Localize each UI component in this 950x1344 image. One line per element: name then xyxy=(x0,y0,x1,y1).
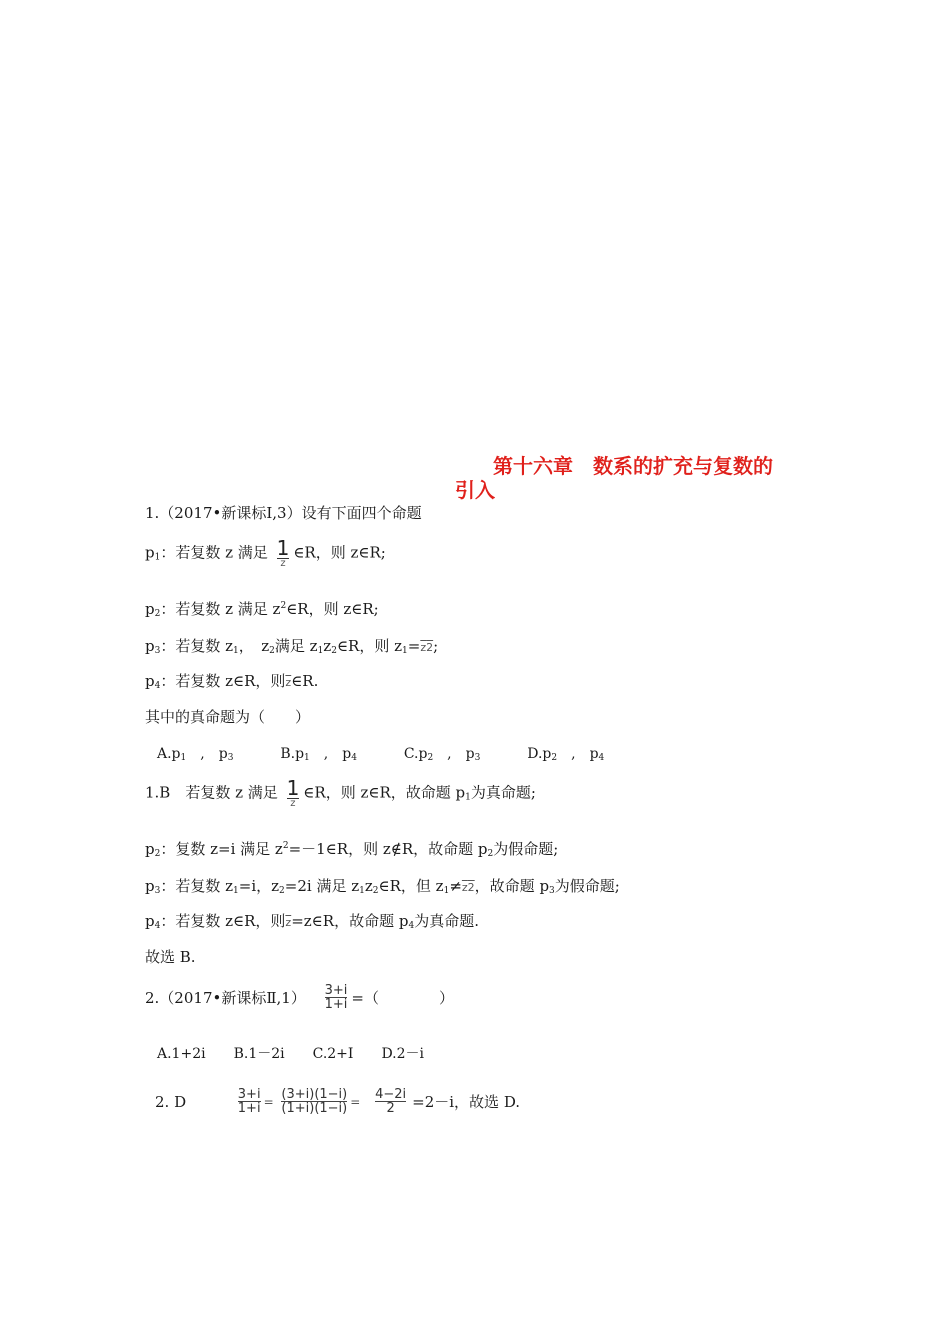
fraction-3i-over-1i: $\frac{3+i}{1+i}$ xyxy=(324,983,348,1012)
a1-line1: 1.B 若复数 z 满足 $\frac{1}{z}$ ∈R，则 z∈R，故命题 $p_1$为真命题; xyxy=(145,776,536,809)
q2-stem: 2.（2017•新课标Ⅱ,1） $\frac{3+i}{1+i}$ =（ ） xyxy=(145,983,454,1012)
a1-line4: $p_4$：若复数 z∈R，则$\overline{z}=z\in R$，故命题 $p_4$为真命题. xyxy=(145,912,479,931)
a1-line5: 故选 B. xyxy=(145,948,196,966)
a1-line2: $p_2$：复数 z=i 满足 $z^2=-1\in R$，则 z∉R，故命题 $p_2$为假命题; xyxy=(145,840,559,859)
conjugate-z-answer: $\overline{z}$ xyxy=(285,916,292,929)
fraction-1-over-z-answer: $\frac{1}{z}$ xyxy=(286,776,300,809)
chapter-title-line2: 引入 xyxy=(455,478,495,502)
q1-stem: 1.（2017•新课标Ⅰ,3）设有下面四个命题 xyxy=(145,504,422,522)
a1-line3: $p_3$：若复数 $z_1=i$，$z_2=2i$ 满足 $z_1z_2\in R$，但 $z_1\ne z2$，故命题 $p_3$为假命题; xyxy=(145,877,620,896)
a2-solution: 2. D $\frac{3+i}{1+i}$ = $\frac{(3+i)(1-i)}{(1+i)(1-i)}$ = $\frac{4-2i}{2}$ =2－i，故选 D. xyxy=(155,1087,521,1116)
q1-p4: $p_4$：若复数 z∈R，则$\overline{z}\in R$. xyxy=(145,672,319,691)
fraction-step-3: $\frac{4-2i}{2}$ xyxy=(375,1087,407,1116)
option-d: $D.p_2$ , $p_4$ xyxy=(527,746,605,763)
conjugate-z2-answer: z2 xyxy=(461,881,475,894)
q1-p1: $p_1$：若复数 z 满足 $\frac{1}{z}$ ∈R，则 z∈R; xyxy=(145,536,386,569)
q1-p2: $p_2$：若复数 z 满足 $z^2\in R$，则 z∈R; xyxy=(145,600,379,619)
option-c: $C.p_2$ , $p_3$ xyxy=(403,746,481,763)
conjugate-z: $\overline{z}$ xyxy=(285,676,292,689)
q1-p3: $p_3$：若复数 $z_1$， $z_2$满足 $z_1z_2\in R$，则 $z_1=z2$; xyxy=(145,637,439,656)
fraction-step-1: $\frac{3+i}{1+i}$ xyxy=(237,1087,261,1116)
fraction-step-2: $\frac{(3+i)(1-i)}{(1+i)(1-i)}$ xyxy=(281,1087,348,1116)
q2-options: A.1+2i B.1－2i C.2+I D.2－i xyxy=(157,1046,425,1062)
q1-options xyxy=(157,743,604,763)
chapter-title-line1: 第十六章 数系的扩充与复数的 xyxy=(493,454,773,478)
option-b: $B.p_1$ , $p_4$ xyxy=(280,746,357,763)
conjugate-z2: z2 xyxy=(420,641,434,654)
option-a: $A.p_1$ , $p_3$ xyxy=(157,746,234,763)
q1-which: 其中的真命题为（ ） xyxy=(145,708,311,726)
fraction-1-over-z: $\frac{1}{z}$ xyxy=(276,536,290,569)
